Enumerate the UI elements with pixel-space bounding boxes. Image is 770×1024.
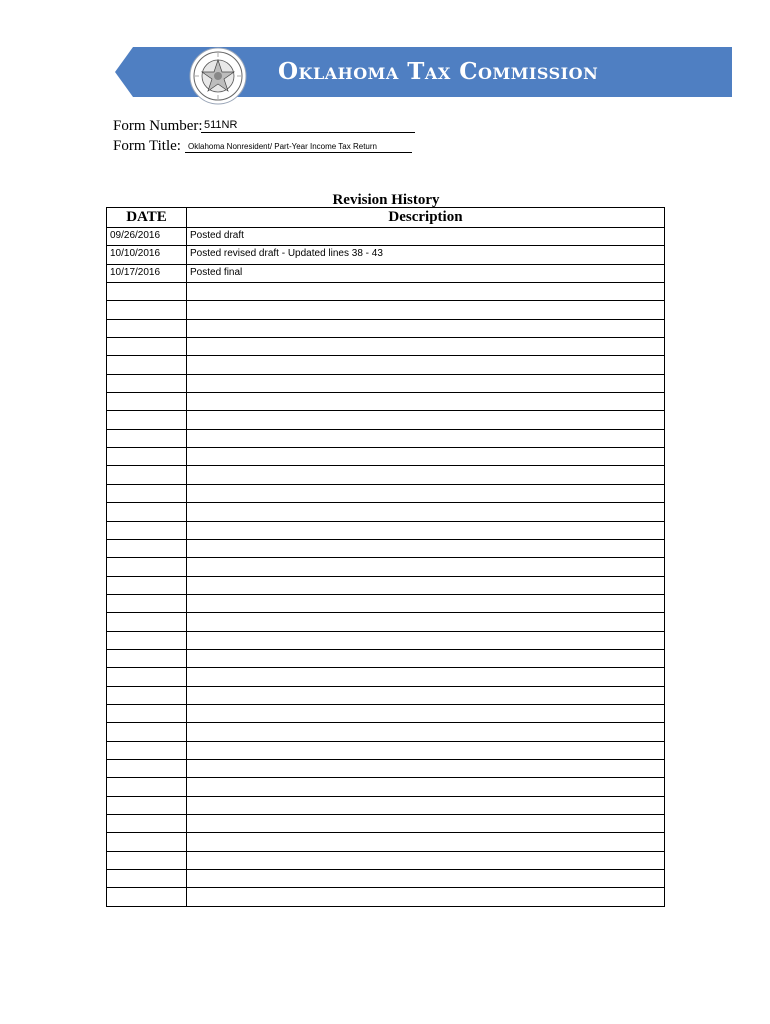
description-cell — [187, 466, 665, 484]
description-cell — [187, 649, 665, 667]
date-cell — [107, 521, 187, 539]
date-column-header: DATE — [107, 208, 187, 228]
date-cell — [107, 815, 187, 833]
description-cell — [187, 393, 665, 411]
table-row — [107, 668, 665, 686]
date-cell: 10/17/2016 — [107, 264, 187, 282]
agency-title: Oklahoma Tax Commission — [278, 58, 599, 85]
date-cell: 10/10/2016 — [107, 246, 187, 264]
description-cell — [187, 613, 665, 631]
date-cell — [107, 448, 187, 466]
table-row — [107, 393, 665, 411]
table-row — [107, 558, 665, 576]
description-cell — [187, 503, 665, 521]
date-cell — [107, 686, 187, 704]
description-cell — [187, 704, 665, 722]
description-cell — [187, 741, 665, 759]
date-cell — [107, 723, 187, 741]
description-cell — [187, 283, 665, 301]
table-row — [107, 283, 665, 301]
table-row — [107, 613, 665, 631]
table-body — [107, 228, 665, 907]
date-cell — [107, 741, 187, 759]
description-cell — [187, 356, 665, 374]
table-row — [107, 833, 665, 851]
description-cell — [187, 374, 665, 392]
table-row — [107, 778, 665, 796]
date-cell — [107, 466, 187, 484]
description-cell — [187, 686, 665, 704]
description-cell — [187, 411, 665, 429]
date-cell — [107, 759, 187, 777]
description-cell: Posted final — [187, 264, 665, 282]
table-row — [107, 594, 665, 612]
date-cell — [107, 484, 187, 502]
description-cell — [187, 448, 665, 466]
date-cell — [107, 796, 187, 814]
table-row — [107, 448, 665, 466]
state-seal-icon — [189, 47, 247, 105]
form-title-label: Form Title: — [113, 138, 181, 154]
description-cell — [187, 338, 665, 356]
description-cell — [187, 870, 665, 888]
description-cell — [187, 851, 665, 869]
description-cell — [187, 833, 665, 851]
description-cell — [187, 778, 665, 796]
table-row — [107, 576, 665, 594]
table-row — [107, 246, 665, 264]
form-title-underline — [185, 152, 412, 153]
form-number-underline — [201, 132, 415, 133]
table-row — [107, 429, 665, 447]
table-row — [107, 503, 665, 521]
description-column-header: Description — [187, 208, 665, 228]
table-row — [107, 484, 665, 502]
table-row — [107, 723, 665, 741]
description-cell: Posted draft — [187, 228, 665, 246]
table-row — [107, 356, 665, 374]
date-cell — [107, 870, 187, 888]
table-row — [107, 374, 665, 392]
description-cell — [187, 301, 665, 319]
table-row — [107, 815, 665, 833]
description-cell — [187, 796, 665, 814]
description-cell — [187, 429, 665, 447]
table-row — [107, 686, 665, 704]
description-cell — [187, 631, 665, 649]
date-cell — [107, 558, 187, 576]
table-row — [107, 759, 665, 777]
date-cell — [107, 411, 187, 429]
revision-history-heading: Revision History — [332, 192, 440, 208]
form-number-value: 511NR — [204, 119, 238, 131]
date-cell — [107, 594, 187, 612]
table-row — [107, 796, 665, 814]
table-row — [107, 649, 665, 667]
table-row — [107, 888, 665, 906]
form-number-label: Form Number: — [113, 118, 203, 134]
table-row — [107, 264, 665, 282]
table-header-row — [107, 208, 665, 228]
description-cell — [187, 539, 665, 557]
description-cell — [187, 594, 665, 612]
date-cell — [107, 393, 187, 411]
date-cell — [107, 668, 187, 686]
form-title-value: Oklahoma Nonresident/ Part-Year Income Tax Return — [188, 142, 377, 151]
table-row — [107, 741, 665, 759]
form-number-field — [113, 118, 238, 135]
description-cell — [187, 815, 665, 833]
revision-history-table — [106, 207, 665, 907]
date-cell — [107, 338, 187, 356]
description-cell — [187, 319, 665, 337]
date-cell — [107, 833, 187, 851]
description-cell — [187, 521, 665, 539]
table-row — [107, 228, 665, 246]
table-row — [107, 870, 665, 888]
date-cell — [107, 539, 187, 557]
date-cell — [107, 283, 187, 301]
header-banner — [115, 47, 732, 97]
table-row — [107, 301, 665, 319]
description-cell — [187, 668, 665, 686]
date-cell — [107, 319, 187, 337]
table-row — [107, 851, 665, 869]
table-row — [107, 521, 665, 539]
description-cell — [187, 576, 665, 594]
date-cell — [107, 503, 187, 521]
form-title-field — [113, 138, 377, 155]
table-row — [107, 466, 665, 484]
description-cell: Posted revised draft - Updated lines 38 - 43 — [187, 246, 665, 264]
date-cell — [107, 851, 187, 869]
date-cell — [107, 613, 187, 631]
date-cell — [107, 888, 187, 906]
table-row — [107, 704, 665, 722]
description-cell — [187, 723, 665, 741]
description-cell — [187, 888, 665, 906]
date-cell — [107, 356, 187, 374]
date-cell — [107, 704, 187, 722]
date-cell — [107, 649, 187, 667]
table-row — [107, 338, 665, 356]
table-row — [107, 319, 665, 337]
description-cell — [187, 759, 665, 777]
date-cell — [107, 301, 187, 319]
date-cell — [107, 429, 187, 447]
date-cell — [107, 576, 187, 594]
date-cell — [107, 631, 187, 649]
table-row — [107, 631, 665, 649]
date-cell — [107, 374, 187, 392]
date-cell — [107, 778, 187, 796]
description-cell — [187, 484, 665, 502]
date-cell: 09/26/2016 — [107, 228, 187, 246]
description-cell — [187, 558, 665, 576]
table-row — [107, 539, 665, 557]
table-row — [107, 411, 665, 429]
